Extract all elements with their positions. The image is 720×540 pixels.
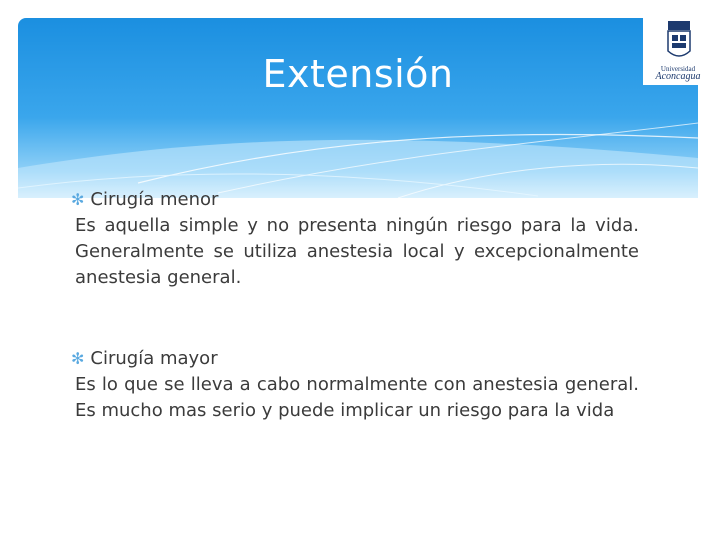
section-major-surgery [71, 346, 639, 424]
asterisk-bullet-icon: ✻ [71, 349, 85, 368]
section-minor-surgery [71, 187, 639, 291]
logo-text [643, 65, 713, 81]
bullet-label: Cirugía menor [90, 189, 219, 210]
logo-line1: Universidad [660, 65, 696, 73]
header-wave-decoration [18, 18, 698, 198]
logo-line2: Aconcagua [655, 71, 701, 82]
university-logo [643, 15, 713, 85]
asterisk-bullet-icon: ✻ [71, 190, 85, 209]
header-band [18, 18, 698, 198]
bullet-item [71, 346, 639, 372]
bullet-item [71, 187, 639, 213]
section-paragraph: Es lo que se lleva a cabo normalmente con anestesia general. Es mucho mas serio y puede implicar un riesgo para la vida [75, 374, 639, 421]
section-paragraph: Es aquella simple y no presenta ningún riesgo para la vida. Generalmente se utiliza anestesia local y excepcionalmente anestesia general. [75, 215, 639, 288]
slide-title: Extensión [262, 52, 454, 96]
shield-icon [667, 21, 691, 61]
bullet-label: Cirugía mayor [90, 348, 218, 369]
